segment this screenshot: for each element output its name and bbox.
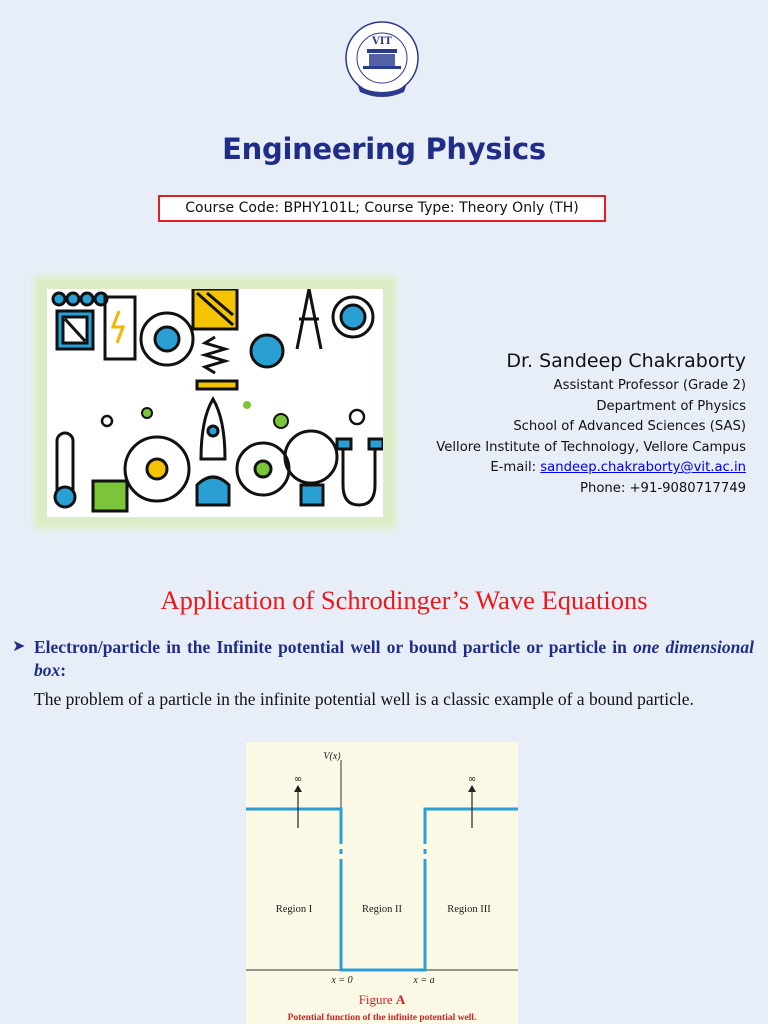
infinity-right: ∞ [467,774,477,785]
infinity-left: ∞ [293,774,303,785]
bullet-arrow-icon: ➤ [12,636,26,655]
page-title: Engineering Physics [222,132,546,166]
x-zero-label: x = 0 [331,975,353,986]
bullet-tail: : [60,660,67,680]
figure-caption: Potential function of the infinite potential well. [287,1013,477,1023]
potential-well-line [246,809,518,970]
potential-well-figure [246,742,518,1024]
figure-label [359,992,406,1007]
bullet-italic: one dimensional box [34,637,754,680]
author-name: Dr. Sandeep Chakraborty [506,350,746,372]
logo-initials: VIT [372,36,392,47]
figure-caption-letter: A [395,992,406,1007]
author-email-line [436,458,746,479]
arrow-up-right-icon [468,785,476,792]
region-3-label: Region III [447,904,491,915]
author-department: Department of Physics [596,398,746,414]
author-school: School of Advanced Sciences (SAS) [513,419,746,434]
email-label: E-mail: [490,460,541,475]
arrow-up-left-icon [294,785,302,792]
author-block [436,350,746,499]
email-link[interactable]: sandeep.chakraborty@vit.ac.in [540,460,746,475]
author-designation: Assistant Professor (Grade 2) [553,378,746,393]
region-2-label: Region II [362,904,402,915]
vx-axis-label: V(x) [323,751,341,762]
author-phone: Phone: +91-9080717749 [580,480,746,496]
bullet-lead: Electron/particle in the Infinite potential well or bound particle or particle in [34,637,634,657]
figure-caption-prefix: Figure [358,992,396,1007]
bullet-item [12,636,754,682]
body-paragraph: The problem of a particle in the infinite potential well is a classic example of a bound particle. [34,689,694,709]
region-1-label: Region I [275,904,313,915]
author-institute: Vellore Institute of Technology, Vellore Campus [436,439,746,455]
course-code-box: Course Code: BPHY101L; Course Type: Theory Only (TH) [158,195,606,222]
x-a-label: x = a [413,975,435,986]
bullet-text [34,636,754,682]
institute-logo [340,18,424,102]
engineering-illustration [38,280,392,525]
section-title: Application of Schrodinger’s Wave Equations [160,585,648,615]
